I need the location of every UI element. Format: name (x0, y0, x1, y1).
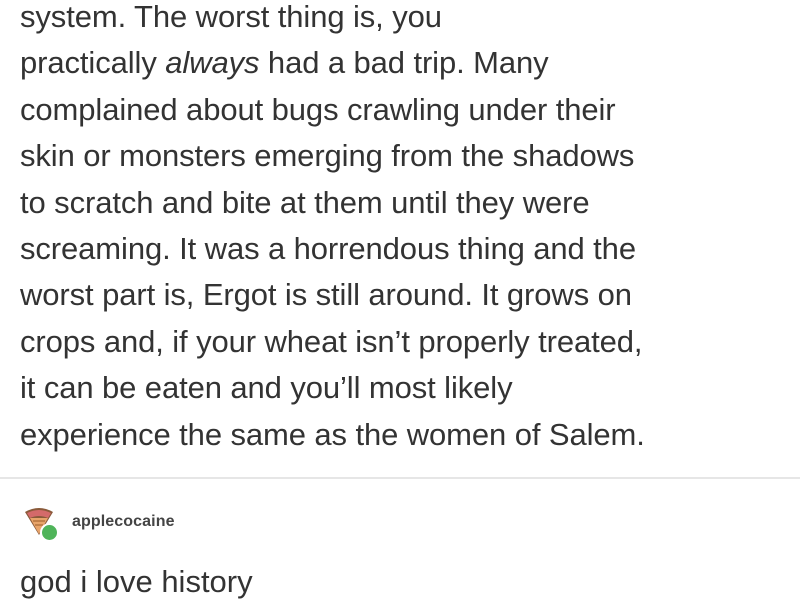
reblog-badge-icon (40, 523, 59, 542)
post-line: screaming. It was a horrendous thing and the (20, 231, 636, 267)
post-body (20, 0, 790, 458)
reblog-header (20, 502, 175, 542)
post-line: worst part is, Ergot is still around. It grows on (20, 277, 632, 313)
post-line: crops and, if your wheat isn’t properly treated, (20, 323, 643, 359)
avatar[interactable] (20, 503, 58, 541)
post-line-start: practically (20, 45, 157, 81)
post-line (20, 40, 790, 86)
post-line: to scratch and bite at them until they were (20, 184, 590, 220)
post-line: complained about bugs crawling under their (20, 91, 616, 127)
post-line-end: had a bad trip. Many (267, 45, 549, 81)
reblog-comment: god i love history (20, 564, 253, 599)
post-line: it can be eaten and you’ll most likely (20, 370, 513, 406)
post-divider (0, 477, 800, 479)
post-line: skin or monsters emerging from the shadows (20, 138, 635, 174)
post-line: experience the same as the women of Salem. (20, 416, 645, 452)
post-line: system. The worst thing is, you (20, 0, 442, 34)
reblog-username[interactable]: applecocaine (72, 513, 175, 530)
post-emphasis: always (165, 45, 260, 81)
